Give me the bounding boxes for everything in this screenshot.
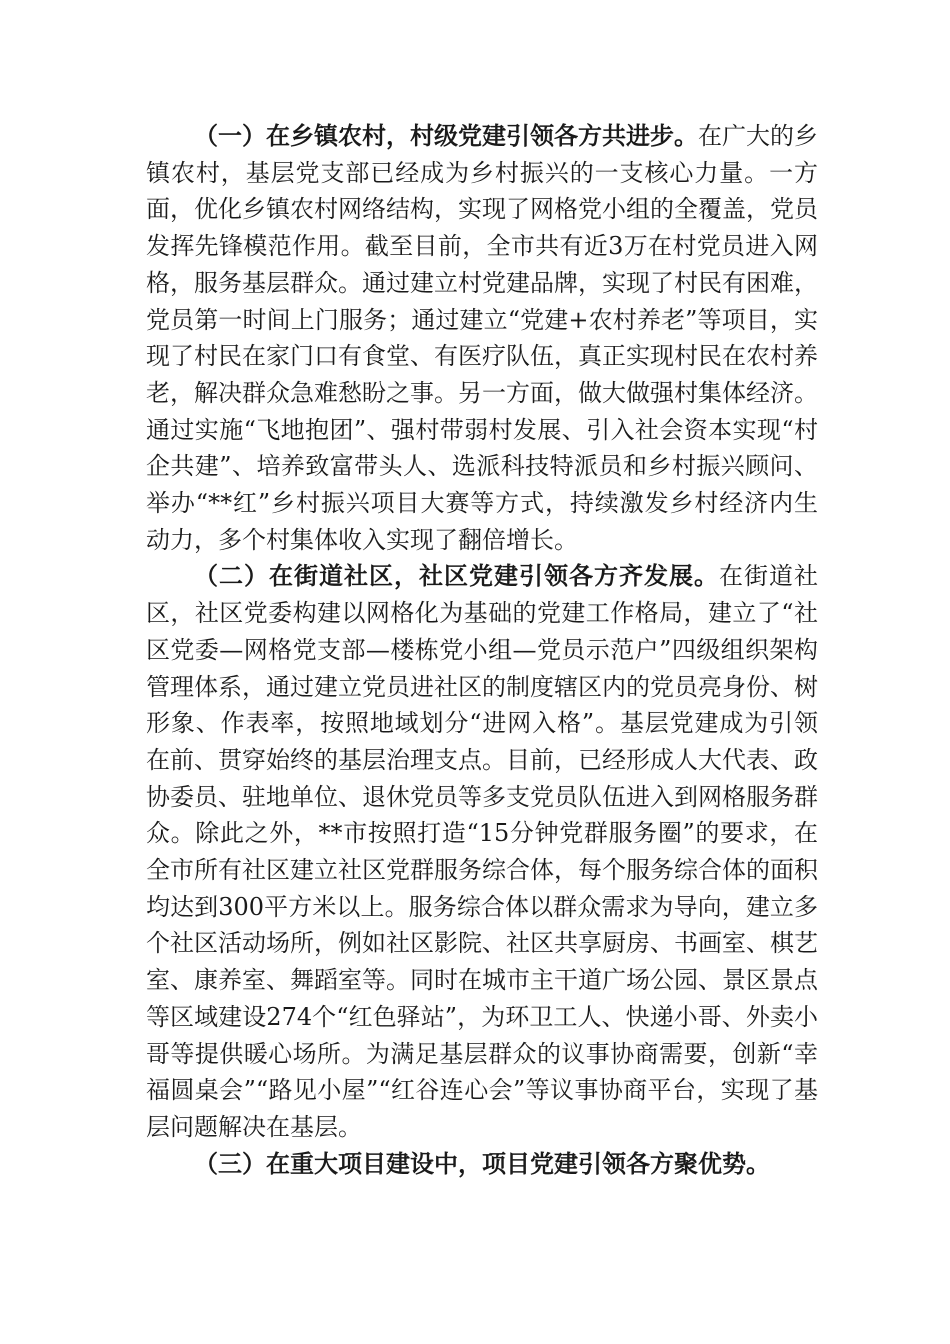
section-heading-projects: （三）在重大项目建设中，项目党建引领各方聚优势。 [194, 1148, 770, 1178]
document-body [146, 118, 818, 1182]
paragraph-rural [146, 118, 818, 558]
paragraph-text-community: 在街道社区，社区党委构建以网格化为基础的党建工作格局，建立了“社区党委—网格党支部—楼栋党小组—党员示范户”四级组织架构管理体系，通过建立党员进社区的制度辖区内的党员亮身份、树形象、作表率，按照地域划分“进网入格”。基层党建成为引领在前、贯穿始终的基层治理支点。目前，已经形成人大代表、政协委员、驻地单位、退休党员等多支党员队伍进入到网格服务群众。除此之外，**市按照打造“15分钟党群服务圈”的要求，在全市所有社区建立社区党群服务综合体，每个服务综合体的面积均达到300平方米以上。服务综合体以群众需求为导向，建立多个社区活动场所，例如社区影院、社区共享厨房、书画室、棋艺室、康养室、舞蹈室等。同时在城市主干道广场公园、景区景点等区域建设274个“红色驿站”，为环卫工人、快递小哥、外卖小哥等提供暖心场所。为满足基层群众的议事协商需要，创新“幸福圆桌会”“路见小屋”“红谷连心会”等议事协商平台，实现了基层问题解决在基层。 [146, 562, 818, 1141]
paragraph-text-rural: 在广大的乡镇农村，基层党支部已经成为乡村振兴的一支核心力量。一方面，优化乡镇农村网络结构，实现了网格党小组的全覆盖，党员发挥先锋模范作用。截至目前，全市共有近3万在村党员进入网格，服务基层群众。通过建立村党建品牌，实现了村民有困难，党员第一时间上门服务；通过建立“党建+农村养老”等项目，实现了村民在家门口有食堂、有医疗队伍，真正实现村民在农村养老，解决群众急难愁盼之事。另一方面，做大做强村集体经济。通过实施“飞地抱团”、强村带弱村发展、引入社会资本实现“村企共建”、培养致富带头人、选派科技特派员和乡村振兴顾问、举办“**红”乡村振兴项目大赛等方式，持续激发乡村经济内生动力，多个村集体收入实现了翻倍增长。 [146, 122, 818, 554]
paragraph-projects [146, 1146, 818, 1183]
section-heading-rural: （一）在乡镇农村，村级党建引领各方共进步。 [194, 121, 698, 150]
paragraph-community [146, 558, 818, 1145]
section-heading-community: （二）在街道社区，社区党建引领各方齐发展。 [194, 561, 719, 591]
